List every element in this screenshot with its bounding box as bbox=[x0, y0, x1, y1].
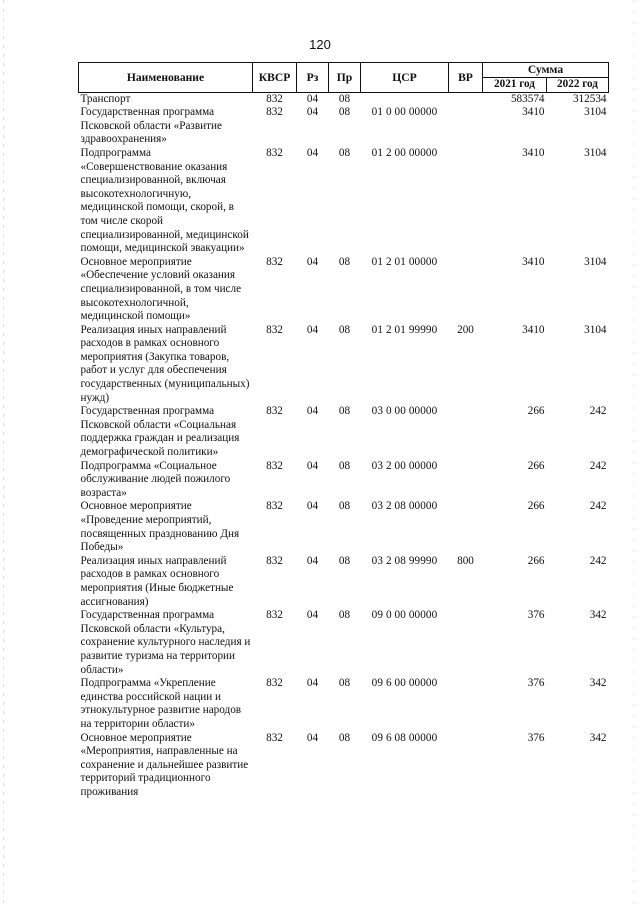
cell-name: Реализация иных направлений расходов в рамках основного мероприятия (Иные бюджетные ассигнования) bbox=[80, 554, 234, 608]
cell-sum-2021: 266 bbox=[527, 459, 545, 472]
cell-pr: 08 bbox=[338, 677, 351, 690]
cell-sum-2021: 376 bbox=[527, 731, 545, 744]
cell-name: Основное мероприятие «Обеспечение условий оказания специализированной, в том числе высокотехнологичной, медицинской помощи» bbox=[80, 255, 242, 323]
cell-vr bbox=[449, 677, 483, 731]
cell-sum-2021: 376 bbox=[527, 609, 545, 622]
table-row bbox=[79, 500, 609, 554]
cell-name: Основное мероприятие «Мероприятия, направленные на сохранение и дальнейшее развитие территорий традиционного проживания bbox=[80, 731, 249, 798]
cell-kvsr: 832 bbox=[266, 146, 283, 159]
cell-vr bbox=[449, 106, 483, 147]
cell-pr: 08 bbox=[338, 405, 351, 418]
cell-csr: 01 2 00 00000 bbox=[371, 146, 438, 159]
cell-csr: 03 2 00 00000 bbox=[371, 459, 438, 472]
cell-pr: 08 bbox=[338, 146, 351, 159]
cell-name: Основное мероприятие «Проведение мероприятий, посвященных празднованию Дня Победы» bbox=[80, 500, 240, 554]
cell-sum-2021: 266 bbox=[527, 405, 545, 418]
scan-edge-right bbox=[633, 0, 634, 905]
cell-kvsr: 832 bbox=[266, 609, 283, 622]
cell-pr: 08 bbox=[338, 554, 351, 567]
cell-pr: 08 bbox=[338, 609, 351, 622]
cell-vr bbox=[449, 460, 483, 501]
cell-sum-2022: 342 bbox=[589, 677, 607, 690]
cell-vr bbox=[449, 405, 483, 459]
cell-name: Транспорт bbox=[80, 92, 131, 105]
cell-rz: 04 bbox=[306, 500, 319, 513]
cell-vr bbox=[449, 732, 483, 800]
cell-kvsr: 832 bbox=[266, 459, 283, 472]
cell-csr: 03 2 08 00000 bbox=[371, 500, 438, 513]
cell-sum-2022: 3104 bbox=[584, 106, 607, 119]
cell-kvsr: 832 bbox=[266, 255, 283, 268]
header-name: Наименование bbox=[79, 63, 253, 93]
table-row bbox=[79, 256, 609, 324]
cell-csr: 03 2 08 99990 bbox=[371, 554, 438, 567]
header-csr: ЦСР bbox=[361, 63, 449, 93]
table-body bbox=[79, 92, 609, 799]
cell-pr: 08 bbox=[338, 255, 351, 268]
cell-sum-2021: 3410 bbox=[522, 255, 545, 268]
header-kvsr: КВСР bbox=[253, 63, 297, 93]
cell-sum-2022: 312534 bbox=[572, 92, 607, 105]
cell-vr bbox=[449, 147, 483, 256]
cell-csr: 03 0 00 00000 bbox=[371, 405, 438, 418]
cell-rz: 04 bbox=[306, 106, 319, 119]
cell-sum-2022: 342 bbox=[589, 609, 607, 622]
cell-vr bbox=[449, 500, 483, 554]
cell-name: Подпрограмма «Совершенствование оказания специализированной, включая высокотехнологичную, медицинской помощи, скорой, в том числе скорой специализированной, медицинской помощи, медицинской эвакуации» bbox=[80, 146, 249, 255]
cell-sum-2021: 3410 bbox=[522, 323, 545, 336]
cell-vr: 800 bbox=[457, 554, 474, 567]
table-row bbox=[79, 405, 609, 459]
cell-csr: 01 2 01 00000 bbox=[371, 255, 438, 268]
cell-sum-2021: 3410 bbox=[522, 146, 545, 159]
table-row bbox=[79, 677, 609, 731]
cell-pr: 08 bbox=[338, 500, 351, 513]
cell-name: Подпрограмма «Социальное обслуживание людей пожилого возраста» bbox=[80, 459, 231, 499]
cell-rz: 04 bbox=[306, 323, 319, 336]
cell-sum-2021: 583574 bbox=[510, 92, 545, 105]
cell-pr: 08 bbox=[338, 459, 351, 472]
cell-kvsr: 832 bbox=[266, 323, 283, 336]
cell-sum-2022: 242 bbox=[589, 500, 607, 513]
header-pr: Пр bbox=[329, 63, 361, 93]
cell-rz: 04 bbox=[306, 554, 319, 567]
cell-kvsr: 832 bbox=[266, 554, 283, 567]
cell-rz: 04 bbox=[306, 677, 319, 690]
table-row bbox=[79, 324, 609, 406]
cell-csr: 09 0 00 00000 bbox=[371, 609, 438, 622]
cell-sum-2022: 3104 bbox=[584, 255, 607, 268]
cell-rz: 04 bbox=[306, 92, 319, 105]
table-row bbox=[79, 92, 609, 106]
cell-kvsr: 832 bbox=[266, 500, 283, 513]
cell-rz: 04 bbox=[306, 255, 319, 268]
cell-sum-2022: 3104 bbox=[584, 323, 607, 336]
header-2021: 2021 год bbox=[483, 78, 547, 93]
cell-csr: 09 6 08 00000 bbox=[371, 731, 438, 744]
cell-rz: 04 bbox=[306, 459, 319, 472]
cell-sum-2022: 242 bbox=[589, 405, 607, 418]
header-rz: Рз bbox=[297, 63, 329, 93]
cell-sum-2021: 266 bbox=[527, 500, 545, 513]
cell-kvsr: 832 bbox=[266, 92, 283, 105]
cell-name: Государственная программа Псковской области «Социальная поддержка граждан и реализация демографической политики» bbox=[80, 405, 240, 459]
cell-kvsr: 832 bbox=[266, 106, 283, 119]
header-2022: 2022 год bbox=[547, 78, 609, 93]
cell-csr: 01 0 00 00000 bbox=[371, 106, 438, 119]
cell-sum-2022: 242 bbox=[589, 554, 607, 567]
budget-table bbox=[78, 62, 609, 799]
cell-vr bbox=[449, 256, 483, 324]
cell-rz: 04 bbox=[306, 609, 319, 622]
cell-rz: 04 bbox=[306, 405, 319, 418]
cell-pr: 08 bbox=[338, 92, 351, 105]
cell-sum-2022: 242 bbox=[589, 459, 607, 472]
cell-pr: 08 bbox=[338, 106, 351, 119]
table-row bbox=[79, 147, 609, 256]
cell-sum-2022: 342 bbox=[589, 731, 607, 744]
table-row bbox=[79, 732, 609, 800]
cell-sum-2022: 3104 bbox=[584, 146, 607, 159]
cell-pr: 08 bbox=[338, 323, 351, 336]
cell-sum-2021: 376 bbox=[527, 677, 545, 690]
cell-csr bbox=[361, 92, 449, 106]
cell-name: Реализация иных направлений расходов в рамках основного мероприятия (Закупка товаров, работ и услуг для обеспечения государственных (муниципальных) нужд) bbox=[80, 323, 250, 404]
scan-edge-left bbox=[3, 0, 4, 905]
cell-name: Государственная программа Псковской области «Развитие здравоохранения» bbox=[80, 106, 222, 146]
cell-sum-2021: 3410 bbox=[522, 106, 545, 119]
cell-csr: 01 2 01 99990 bbox=[371, 323, 438, 336]
page-number: 120 bbox=[309, 37, 331, 52]
table-header bbox=[79, 63, 609, 93]
table-row bbox=[79, 609, 609, 677]
cell-vr bbox=[449, 92, 483, 106]
cell-sum-2021: 266 bbox=[527, 554, 545, 567]
header-sum: Сумма bbox=[483, 63, 609, 78]
cell-rz: 04 bbox=[306, 731, 319, 744]
cell-rz: 04 bbox=[306, 146, 319, 159]
cell-vr: 200 bbox=[457, 323, 474, 336]
cell-name: Подпрограмма «Укрепление единства российской нации и этнокультурное развитие народов на территории области» bbox=[80, 677, 242, 730]
cell-kvsr: 832 bbox=[266, 731, 283, 744]
cell-kvsr: 832 bbox=[266, 405, 283, 418]
cell-kvsr: 832 bbox=[266, 677, 283, 690]
cell-pr: 08 bbox=[338, 731, 351, 744]
table-row bbox=[79, 106, 609, 147]
header-vr: ВР bbox=[449, 63, 483, 93]
table-row bbox=[79, 555, 609, 609]
cell-name: Государственная программа Псковской области «Культура, сохранение культурного наследия и развитие туризма на территории области» bbox=[80, 609, 251, 676]
table-row bbox=[79, 460, 609, 501]
cell-csr: 09 6 00 00000 bbox=[371, 677, 438, 690]
cell-vr bbox=[449, 609, 483, 677]
